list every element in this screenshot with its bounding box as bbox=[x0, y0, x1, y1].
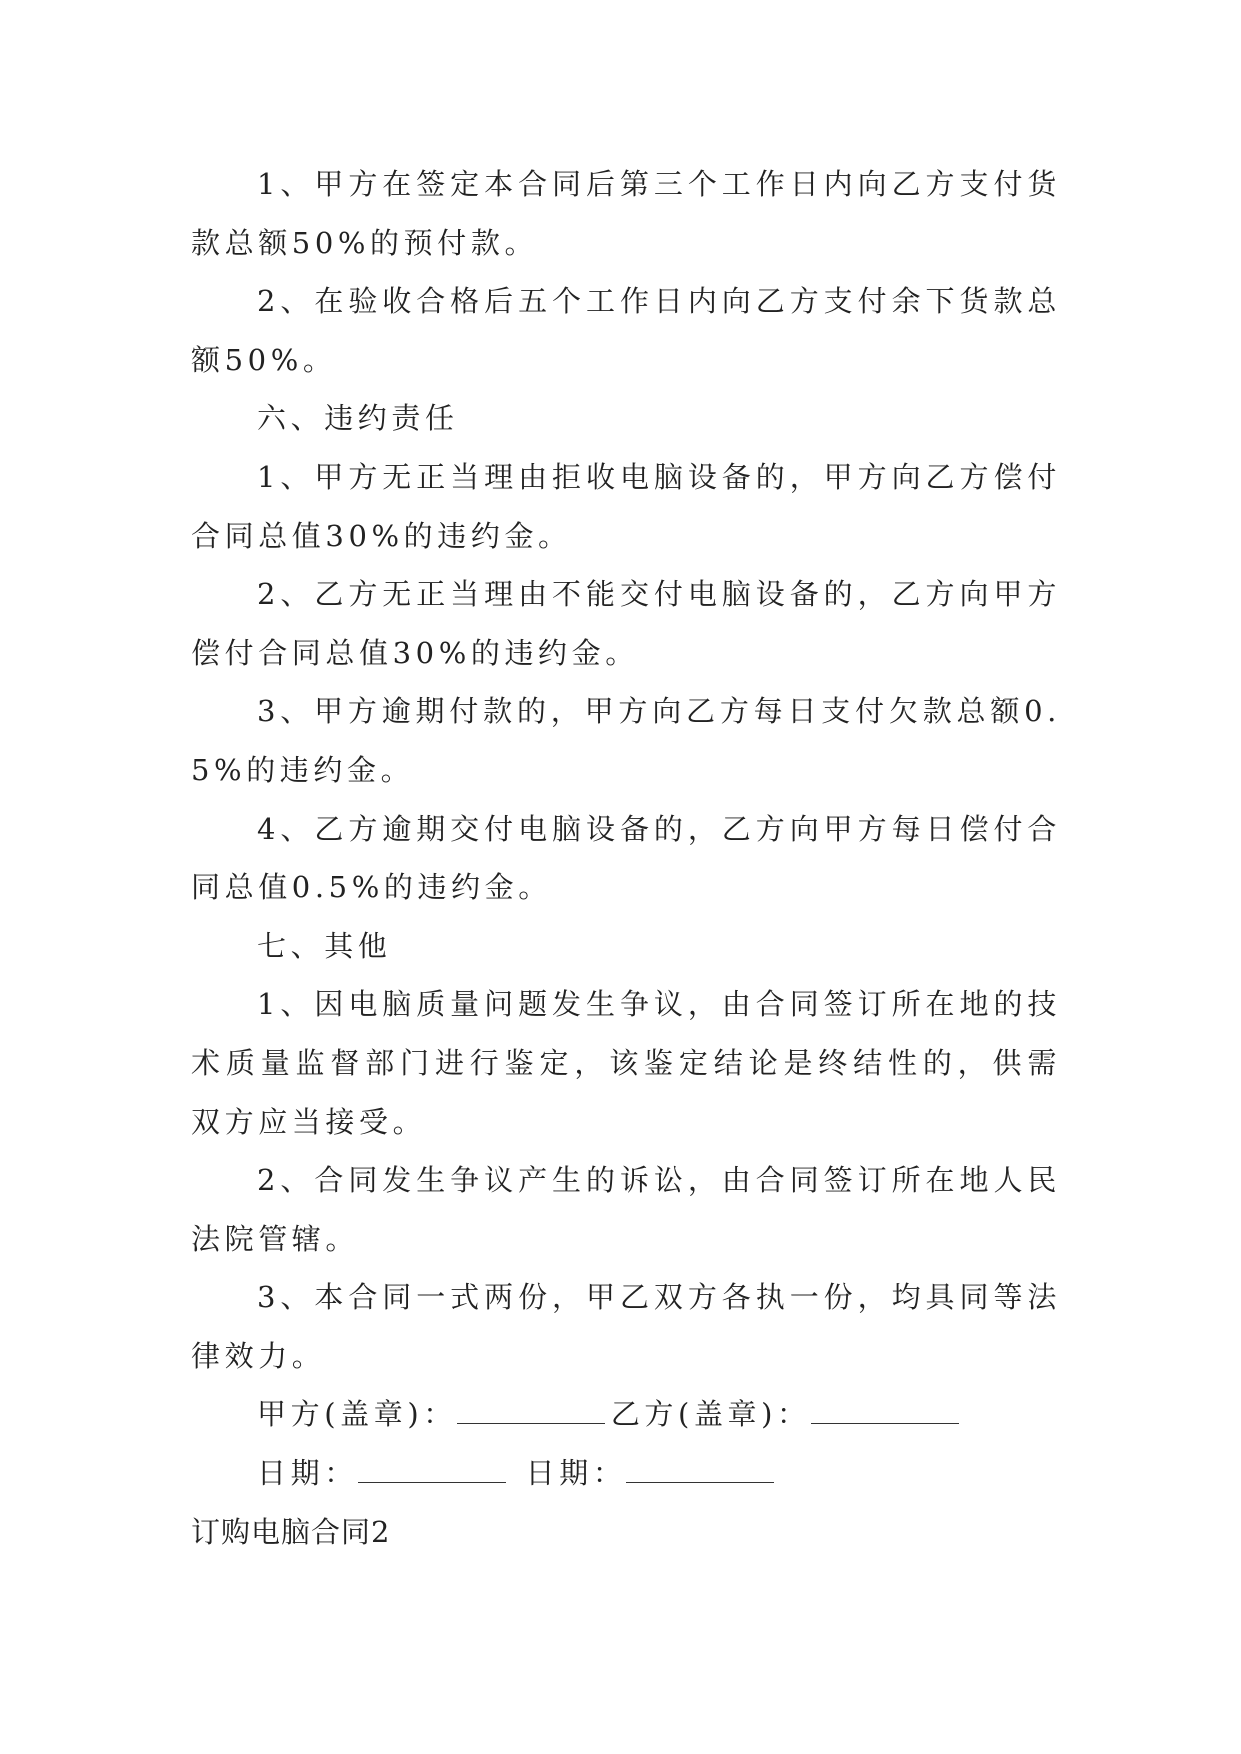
payment-clause-2: 2、在验收合格后五个工作日内向乙方支付余下货款总额50%。 bbox=[191, 284, 1061, 377]
breach-clause-3: 3、甲方逾期付款的，甲方向乙方每日支付欠款总额0.5%的违约金。 bbox=[191, 694, 1061, 787]
signature-row bbox=[191, 1385, 1061, 1444]
party-b-date-blank bbox=[626, 1460, 774, 1483]
breach-clause-2: 2、乙方无正当理由不能交付电脑设备的，乙方向甲方偿付合同总值30%的违约金。 bbox=[191, 577, 1061, 670]
payment-clause-1: 1、甲方在签定本合同后第三个工作日内向乙方支付货款总额50%的预付款。 bbox=[191, 167, 1061, 260]
breach-clause-4: 4、乙方逾期交付电脑设备的，乙方向甲方每日偿付合同总值0.5%的违约金。 bbox=[191, 811, 1061, 905]
other-clause-3: 3、本合同一式两份，甲乙双方各执一份，均具同等法律效力。 bbox=[191, 1280, 1061, 1373]
date-row bbox=[191, 1444, 1061, 1503]
party-a-date-blank bbox=[358, 1460, 506, 1483]
other-clause-1: 1、因电脑质量问题发生争议，由合同签订所在地的技术质量监督部门进行鉴定，该鉴定结论是终结性的，供需双方应当接受。 bbox=[191, 987, 1061, 1139]
party-a-date-label: 日期： bbox=[257, 1456, 358, 1491]
next-contract-title: 订购电脑合同2 bbox=[191, 1514, 391, 1549]
other-clause-2: 2、合同发生争议产生的诉讼，由合同签订所在地人民法院管辖。 bbox=[191, 1163, 1061, 1256]
party-b-seal-label: 乙方(盖章)： bbox=[610, 1397, 811, 1432]
party-a-seal-blank bbox=[457, 1401, 605, 1424]
party-a-seal-label: 甲方(盖章)： bbox=[257, 1397, 457, 1432]
section-heading-other: 七、其他 bbox=[257, 928, 392, 963]
party-b-date-label: 日期： bbox=[525, 1456, 627, 1491]
document-page bbox=[191, 155, 1061, 1561]
section-heading-breach: 六、违约责任 bbox=[257, 401, 459, 436]
party-b-seal-blank bbox=[811, 1401, 959, 1424]
breach-clause-1: 1、甲方无正当理由拒收电脑设备的，甲方向乙方偿付合同总值30%的违约金。 bbox=[191, 459, 1061, 553]
